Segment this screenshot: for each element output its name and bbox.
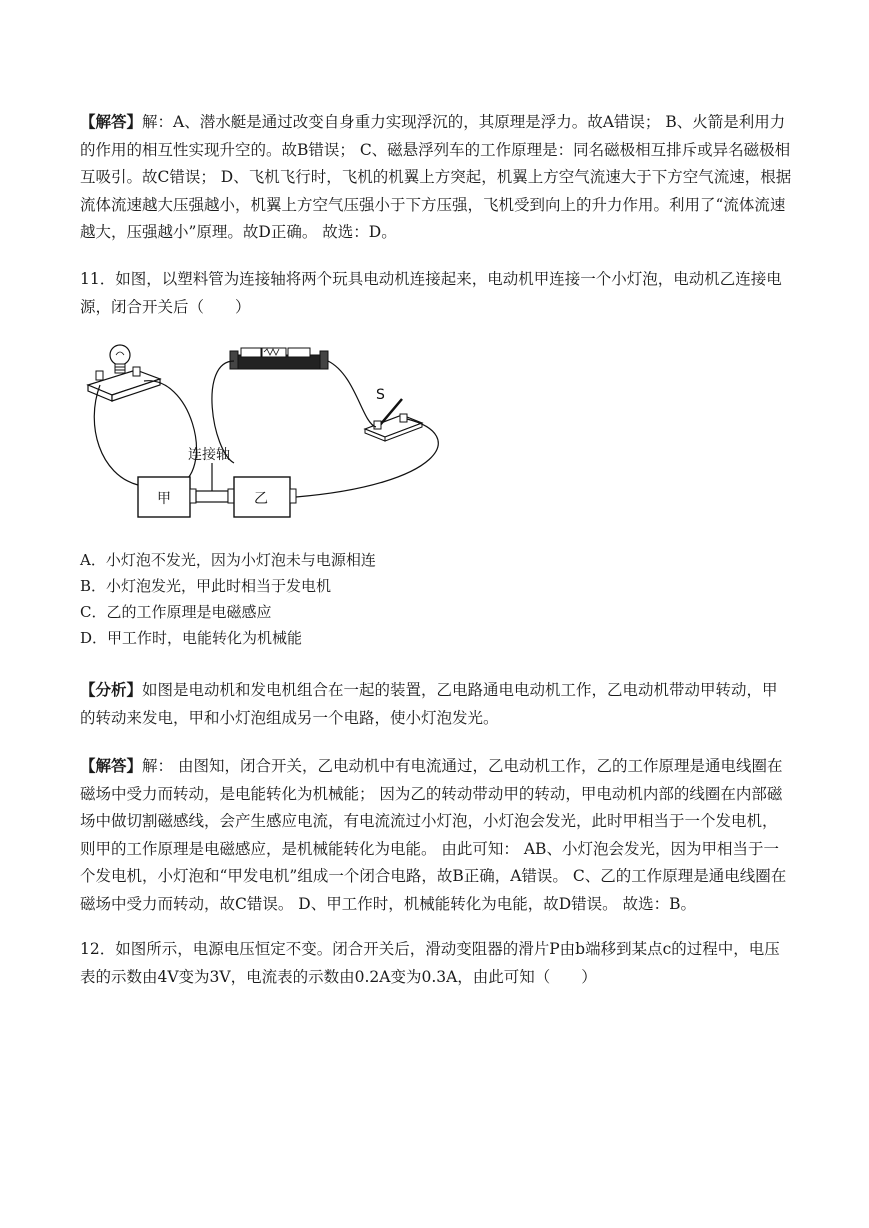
question-11-stem: 11．如图，以塑料管为连接轴将两个玩具电动机连接起来，电动机甲连接一个小灯泡，电动机乙连接电源，闭合开关后（ ） bbox=[80, 270, 782, 316]
shaft-label: 连接轴 bbox=[188, 447, 230, 463]
question-12-stem: 12．如图所示，电源电压恒定不变。闭合开关后，滑动变阻器的滑片P由b端移到某点c的过程中，电压表的示数由4V变为3V，电流表的示数由0.2A变为0.3A，由此可知（ ） bbox=[80, 940, 780, 986]
motor-yi bbox=[234, 477, 296, 517]
analysis-tag: 【分析】 bbox=[80, 680, 143, 699]
switch bbox=[365, 387, 422, 441]
answer-paragraph bbox=[80, 752, 792, 918]
answer-text: 解： 由图知，闭合开关，乙电动机中有电流通过，乙电动机工作，乙的工作原理是通电线圈在磁场中受力而转动，是电能转化为机械能； 因为乙的转动带动甲的转动，甲电动机内部的线圈在内部磁场中做切割磁感线，会产生感应电流，有电流流过小灯泡，小灯泡会发光，此时甲相当于一个发电机，则甲的工作原理是电磁感应，是机械能转化为电能。 由此可知： AB、小灯泡会发光，因为甲相当于一个发电机，小灯泡和“甲发电机”组成一个闭合电路，故B正确，A错误。 C、乙的工作原理是通电线圈在磁场中受力而转动，故C错误。 D、甲工作时，机械能转化为电能，故D错误。 故选：B。 bbox=[80, 757, 787, 913]
motor-yi-label: 乙 bbox=[254, 491, 268, 507]
solution-text: 解：A、潜水艇是通过改变自身重力实现浮沉的，其原理是浮力。故A错误； B、火箭是利用力的作用的相互性实现升空的。故B错误； C、磁悬浮列车的工作原理是：同名磁极相互排斥或异名磁极相互吸引。故C错误； D、飞机飞行时，飞机的机翼上方突起，机翼上方空气流速大于下方空气流速，根据流体流速越大压强越小，机翼上方空气压强小于下方压强，飞机受到向上的升力作用。利用了“流体流速越大，压强越小”原理。故D正确。 故选：D。 bbox=[80, 113, 792, 241]
option-a: A．小灯泡不发光，因为小灯泡未与电源相连 bbox=[80, 551, 376, 569]
option-b: B．小灯泡发光，甲此时相当于发电机 bbox=[80, 577, 332, 595]
battery-holder bbox=[230, 348, 328, 369]
switch-label: S bbox=[376, 387, 385, 403]
option-d: D．甲工作时，电能转化为机械能 bbox=[80, 629, 303, 647]
solution-tag: 【解答】 bbox=[80, 112, 143, 131]
motor-generator-circuit-figure bbox=[80, 335, 460, 525]
option-c: C．乙的工作原理是电磁感应 bbox=[80, 603, 272, 621]
answer-tag: 【解答】 bbox=[80, 756, 143, 775]
solution-paragraph-q10 bbox=[80, 108, 792, 247]
motor-jia bbox=[138, 477, 190, 517]
light-bulb-icon bbox=[110, 345, 130, 373]
analysis-paragraph bbox=[80, 676, 792, 732]
connecting-shaft bbox=[188, 446, 234, 503]
motor-jia-label: 甲 bbox=[157, 491, 171, 507]
analysis-text: 如图是电动机和发电机组合在一起的装置，乙电路通电电动机工作，乙电动机带动甲转动，甲的转动来发电，甲和小灯泡组成另一个电路，使小灯泡发光。 bbox=[80, 681, 778, 727]
